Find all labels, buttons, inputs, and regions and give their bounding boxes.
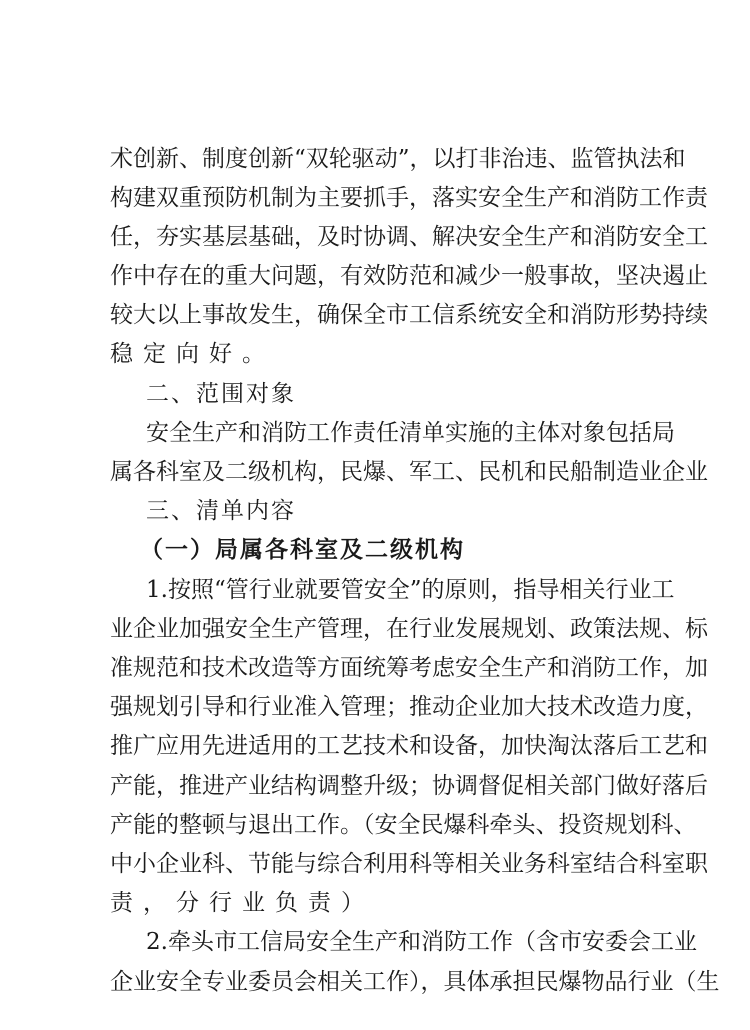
body-text-line: 责，分行业负责） [110,890,374,916]
body-text-line: 稳定向好。 [110,341,275,367]
body-text-line: 安全生产和消防工作责任清单实施的主体对象包括局 [146,420,675,446]
body-text-line: 业企业加强安全生产管理，在行业发展规划、政策法规、标 [110,616,708,642]
body-text-line: 2.牵头市工信局安全生产和消防工作（含市安委会工业 [146,929,697,955]
body-text-line: 作中存在的重大问题，有效防范和减少一般事故，坚决遏止 [110,263,708,289]
body-text-line: 任，夯实基层基础，及时协调、解决安全生产和消防安全工 [110,224,708,250]
body-text-line: 强规划引导和行业准入管理；推动企业加大技术改造力度， [110,694,708,720]
body-text-line: 属各科室及二级机构，民爆、军工、民机和民船制造业企业 [110,459,708,485]
body-text-line: 1.按照“管行业就要管安全”的原则，指导相关行业工 [146,577,675,603]
section-heading-scope: 二、范围对象 [146,381,296,407]
body-text-line: 准规范和技术改造等方面统筹考虑安全生产和消防工作，加 [110,655,708,681]
body-text-line: 产能的整顿与退出工作。（安全民爆科牵头、投资规划科、 [110,812,697,838]
body-text-line: 术创新、制度创新“双轮驱动”，以打非治违、监管执法和 [110,146,686,172]
body-text-line: 较大以上事故发生，确保全市工信系统安全和消防形势持续 [110,302,708,328]
body-text-line: 中小企业科、节能与综合利用科等相关业务科室结合科室职 [110,851,708,877]
body-text-line: 企业安全专业委员会相关工作），具体承担民爆物品行业（生 [110,969,720,995]
subsection-heading: （一）局属各科室及二级机构 [140,537,465,563]
body-text-line: 构建双重预防机制为主要抓手，落实安全生产和消防工作责 [110,185,708,211]
body-text-line: 推广应用先进适用的工艺技术和设备，加快淘汰落后工艺和 [110,733,708,759]
section-heading-contents: 三、清单内容 [146,498,296,524]
body-text-line: 产能，推进产业结构调整升级；协调督促相关部门做好落后 [110,773,708,799]
